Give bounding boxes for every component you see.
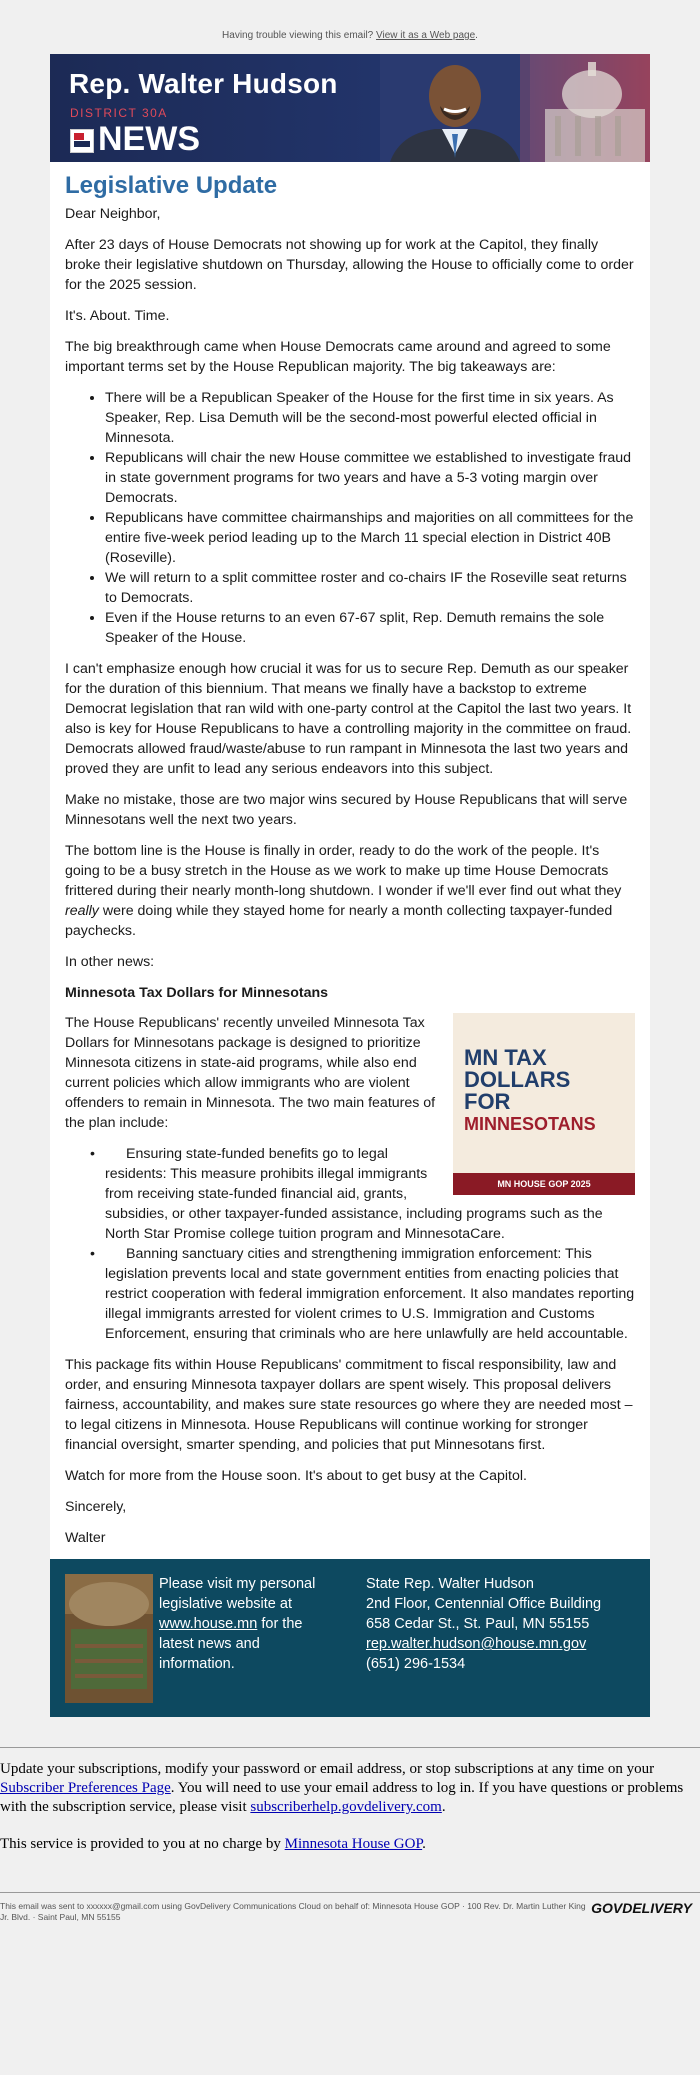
house-gop-link[interactable]: Minnesota House GOP [284,1836,423,1852]
contact-office: 2nd Floor, Centennial Office Building [366,1596,602,1612]
takeaways-list [65,388,635,648]
top-note: Having trouble viewing this email? View it as a Web page. [222,30,478,41]
paragraph-10: Watch for more from the House soon. It's about to get busy at the Capitol. [65,1468,527,1484]
contact-footer [50,1559,650,1717]
contact-address: 658 Cedar St., St. Paul, MN 55155 [366,1616,590,1632]
paragraph-5: Make no mistake, those are two major wins secured by House Republicans that will serve Minnesotans well the next two years. [65,792,628,828]
list-item: • We will return to a split committee roster and co-chairs IF the Roseville seat returns to Democrats. [105,568,635,608]
house-website-link[interactable]: www.house.mn [159,1616,258,1632]
govdelivery-logo[interactable]: GOVDELIVERY [591,1900,692,1916]
mn-house-logo-icon [70,129,94,153]
subscriber-preferences-link[interactable]: Subscriber Preferences Page [0,1780,171,1796]
sent-to-text: This email was sent to xxxxxx@gmail.com using GovDelivery Communications Cloud on behalf of: Minnesota House GOP · 100 Rev. Dr. Martin Luther King Jr. Blvd. · Saint Paul, MN 55155 [0,1901,586,1922]
tax-dollars-graphic: MN TAX DOLLARS FOR MINNESOTANS MN HOUSE GOP 2025 [453,1013,635,1195]
greeting: Dear Neighbor, [65,206,161,222]
header-news: NEWS [98,120,200,158]
paragraph-9: This package fits within House Republicans' commitment to fiscal responsibility, law and order, and ensuring Minnesota taxpayer dollars are spent wisely. This proposal delivers fairness, accountability, and makes sure state resources go where they are needed most – to legal citizens in Minnesota. House Republicans will continue working for stronger financial oversight, smarter spending, and policies that put Minnesotans first. [65,1357,633,1453]
paragraph-6: The bottom line is the House is finally in order, ready to do the work of the people. It's going to be a busy stretch in the House as we work to make up time House Democrats frittered during their nearly month-long shutdown. I wonder if we'll ever find out what they really were doing while they stayed home for nearly a month collecting taxpayer-funded paychecks. [65,843,622,939]
view-web-link[interactable]: View it as a Web page [376,30,476,41]
subscriber-help-link[interactable]: subscriberhelp.govdelivery.com [250,1799,442,1815]
contact-name: State Rep. Walter Hudson [366,1576,534,1592]
paragraph-2: It's. About. Time. [65,308,170,324]
top-note-text: Having trouble viewing this email? [222,30,374,41]
paragraph-7: In other news: [65,954,155,970]
header-name: Rep. Walter Hudson [69,68,338,99]
paragraph-1: After 23 days of House Democrats not showing up for work at the Capitol, they finally broke their legislative shutdown on Thursday, allowing the House to officially come to order for the 2025 session. [65,237,634,293]
house-chamber-photo [65,1574,153,1703]
newsletter-header [50,54,650,162]
list-item: • Banning sanctuary cities and strengthening immigration enforcement: This legislation prevents local and state government entities from enacting policies that restrict cooperation with federal immigration enforcement. It also mandates reporting illegal immigrants arrested for violent crimes to U.S. Immigration and Customs Enforcement, ensuring that criminals who are here unlawfully are held accountable. [90,1246,635,1342]
list-item: • Ensuring state-funded benefits go to legal residents: This measure prohibits illegal immigrants from receiving state-funded financial aid, grants, subsidies, or other taxpayer-funded assistance, including programs such as the North Star Promise college tuition program and MinnesotaCare. [90,1146,603,1242]
page-title: Legislative Update [65,172,278,199]
list-item: • Even if the House returns to an even 67-67 split, Rep. Demuth remains the sole Speaker of the House. [105,608,635,648]
paragraph-8: The House Republicans' recently unveiled Minnesota Tax Dollars for Minnesotans package is designed to prioritize Minnesota citizens in state-aid programs, while also end current policies which allow immigrants who are violent offenders to remain in Minnesota. The two main features of the plan include: [65,1015,436,1131]
subscription-notice [0,1747,700,1854]
capitol-building-image [520,54,650,162]
contact-phone: (651) 296-1534 [366,1656,466,1672]
visit-website-text: Please visit my personal legislative website at www.house.mn for the latest news and information. [159,1576,316,1672]
paragraph-3: The big breakthrough came when House Democrats came around and agreed to some important terms set by the House Republican majority. The big takeaways are: [65,339,611,375]
email-body [50,162,650,1548]
small-footer [0,1892,700,1923]
email-card [50,54,650,1717]
list-item: • Republicans will chair the new House committee we established to investigate fraud in state government programs for two years and have a 5-3 voting margin over Democrats. [105,448,635,508]
subscription-text: Update your subscriptions, modify your password or email address, or stop subscriptions at any time on your Subscriber Preferences Page. You will need to use your email address to log in. If you have questions or problems with the subscription service, please visit subscriberhelp.govdelivery.com. [0,1761,684,1815]
section-heading: Minnesota Tax Dollars for Minnesotans [65,985,329,1001]
list-item: • Republicans have committee chairmanships and majorities on all committees for the entire five-week period leading up to the March 11 special election in District 40B (Roseville). [105,508,635,568]
header-district: DISTRICT 30A [70,106,168,120]
signature: Walter [65,1530,106,1546]
list-item: • There will be a Republican Speaker of the House for the first time in six years. As Speaker, Rep. Lisa Demuth will be the second-most powerful elected official in Minnesota. [105,388,635,448]
representative-portrait [380,54,530,162]
email-link[interactable]: rep.walter.hudson@house.mn.gov [366,1636,587,1652]
paragraph-4: I can't emphasize enough how crucial it was for us to secure Rep. Demuth as our speaker for the duration of this biennium. That means we finally have a backstop to extreme Democrat legislation that ran wild with one-party control at the Capitol the last two years. It also is key for House Republicans to have a controlling majority in the committee on fraud. Democrats allowed fraud/waste/abuse to run rampant in Minnesota the last two years and proved they are unfit to lead any serious endeavors into this subject. [65,661,632,777]
features-list [65,1144,635,1344]
service-text: This service is provided to you at no charge by Minnesota House GOP. [0,1836,426,1852]
closing: Sincerely, [65,1499,127,1515]
contact-info [366,1574,636,1674]
